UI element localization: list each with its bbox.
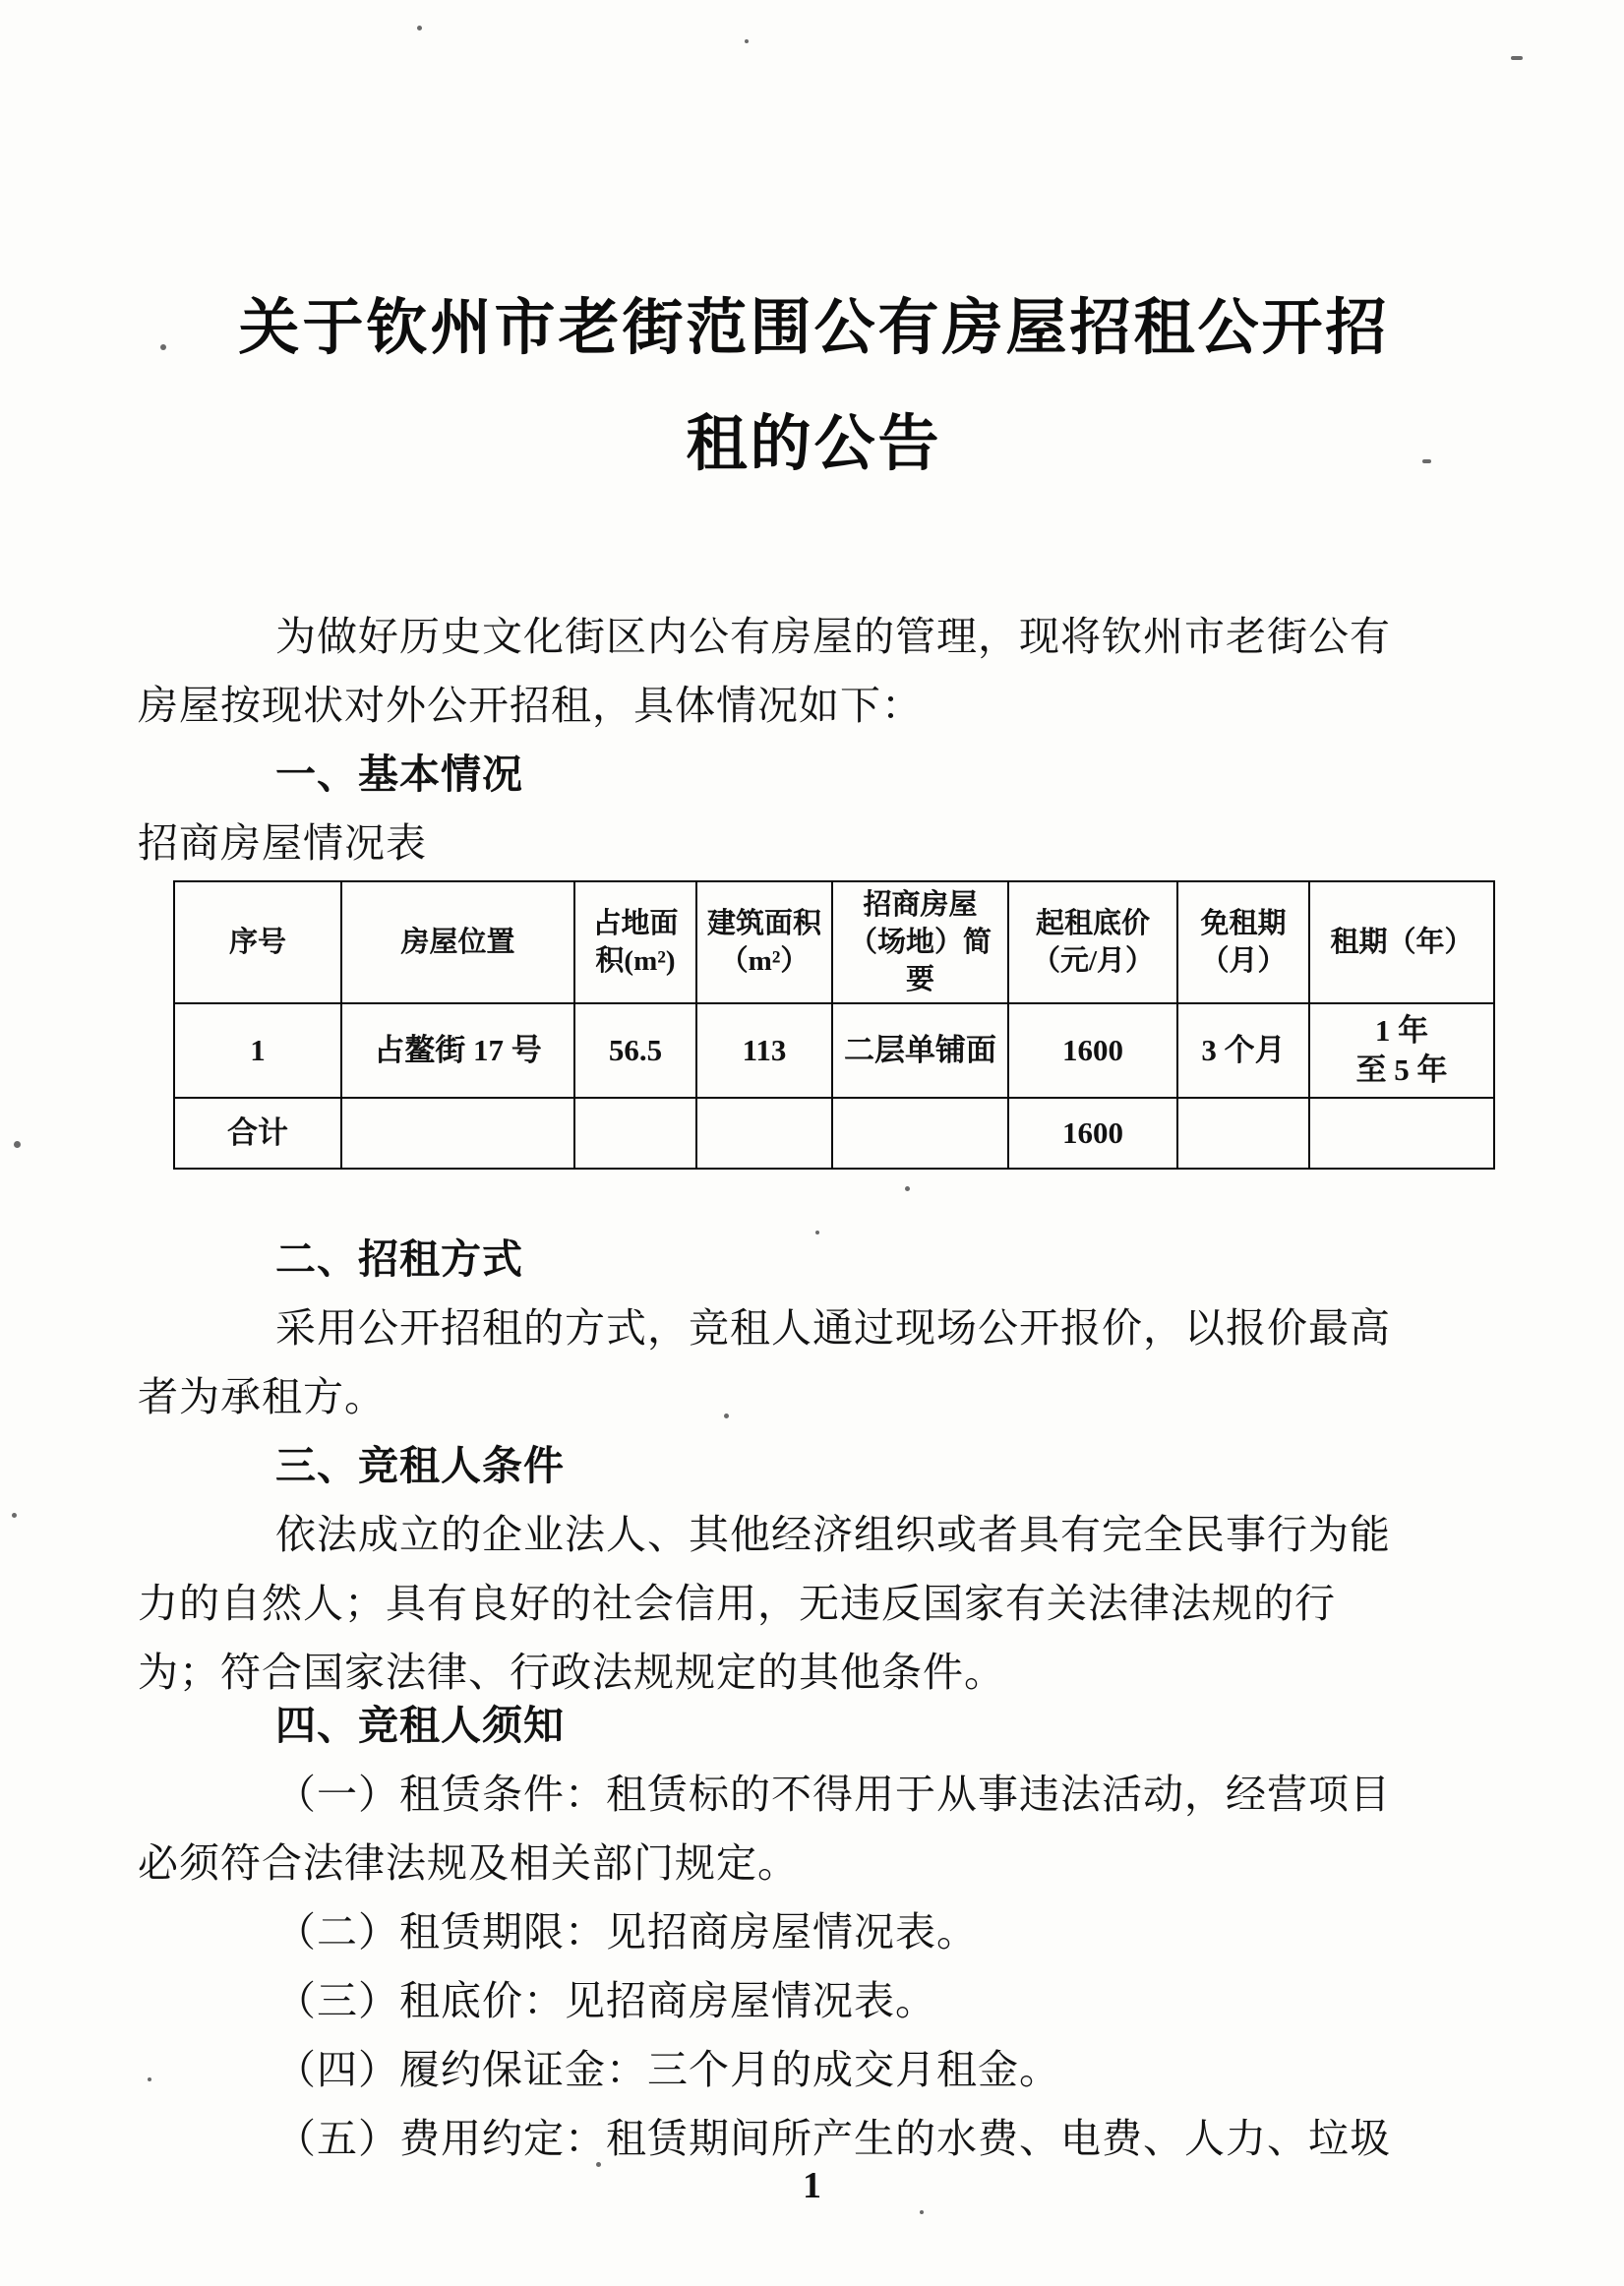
- intro-paragraph-line1: 为做好历史文化街区内公有房屋的管理，现将钦州市老街公有: [275, 614, 1391, 659]
- cell-term-line1: 1 年: [1374, 1013, 1429, 1048]
- header-seq: 序号: [174, 881, 341, 1003]
- header-base-price: 起租底价（元/月）: [1008, 881, 1177, 1003]
- header-term: 租期（年）: [1309, 881, 1494, 1003]
- document-title-line1: 关于钦州市老街范围公有房屋招租公开招: [238, 294, 1390, 362]
- document-body: [138, 0, 1490, 2173]
- cell-base-price: 1600: [1008, 1003, 1177, 1098]
- header-location: 房屋位置: [341, 881, 574, 1003]
- total-summary-empty: [832, 1098, 1008, 1169]
- cell-term: [1309, 1003, 1494, 1098]
- cell-rent-free: 3 个月: [1177, 1003, 1309, 1098]
- table-header-row: [174, 881, 1494, 1003]
- intro-paragraph-line2: 房屋按现状对外公开招租，具体情况如下：: [138, 683, 923, 728]
- cell-building-area: 113: [696, 1003, 832, 1098]
- section2-heading: 二、招租方式: [275, 1236, 523, 1282]
- document-title-line2: 租的公告: [686, 410, 942, 478]
- total-label: 合计: [174, 1098, 341, 1169]
- header-building-area: 建筑面积（m²）: [696, 881, 832, 1003]
- section4-item2: （二）租赁期限：见招商房屋情况表。: [275, 1909, 978, 1955]
- section2-line2: 者为承租方。: [138, 1374, 386, 1419]
- header-land-area: 占地面积(m²): [574, 881, 696, 1003]
- total-location-empty: [341, 1098, 574, 1169]
- section1-heading: 一、基本情况: [275, 752, 523, 797]
- table-row: [174, 1003, 1494, 1098]
- table-total-row: [174, 1098, 1494, 1169]
- section4-item1-line2: 必须符合法律法规及相关部门规定。: [138, 1840, 799, 1886]
- section4-item4: （四）履约保证金：三个月的成交月租金。: [275, 2047, 1060, 2092]
- cell-land-area: 56.5: [574, 1003, 696, 1098]
- cell-term-line2: 至 5 年: [1355, 1053, 1448, 1087]
- section3-line3: 为；符合国家法律、行政法规规定的其他条件。: [138, 1650, 1005, 1695]
- total-land-area-empty: [574, 1098, 696, 1169]
- cell-seq: 1: [174, 1003, 341, 1098]
- cell-location: 占鳌街 17 号: [341, 1003, 574, 1098]
- section3-line1: 依法成立的企业法人、其他经济组织或者具有完全民事行为能: [275, 1512, 1391, 1557]
- scan-artifact: [14, 1141, 21, 1148]
- section4-item1-line1: （一）租赁条件：租赁标的不得用于从事违法活动，经营项目: [275, 1772, 1391, 1817]
- section3-heading: 三、竞租人条件: [275, 1443, 565, 1488]
- section2-line1: 采用公开招租的方式，竞租人通过现场公开报价，以报价最高: [275, 1305, 1391, 1351]
- housing-info-table: [173, 880, 1495, 1170]
- section4-item5: （五）费用约定：租赁期间所产生的水费、电费、人力、垃圾: [275, 2116, 1391, 2161]
- cell-summary: 二层单铺面: [832, 1003, 1008, 1098]
- section4-item3: （三）租底价：见招商房屋情况表。: [275, 1978, 936, 2023]
- header-summary: 招商房屋（场地）简要: [832, 881, 1008, 1003]
- section3-line2: 力的自然人；具有良好的社会信用，无违反国家有关法律法规的行: [138, 1581, 1336, 1626]
- scan-artifact: [1511, 56, 1523, 60]
- total-building-area-empty: [696, 1098, 832, 1169]
- scan-artifact: [12, 1513, 17, 1518]
- total-base-price: 1600: [1008, 1098, 1177, 1169]
- total-term-empty: [1309, 1098, 1494, 1169]
- housing-table-caption: 招商房屋情况表: [138, 820, 427, 866]
- page-number: 1: [803, 2165, 821, 2206]
- total-rent-free-empty: [1177, 1098, 1309, 1169]
- section4-heading: 四、竞租人须知: [275, 1703, 565, 1748]
- header-rent-free: 免租期（月）: [1177, 881, 1309, 1003]
- scan-artifact: [920, 2210, 924, 2214]
